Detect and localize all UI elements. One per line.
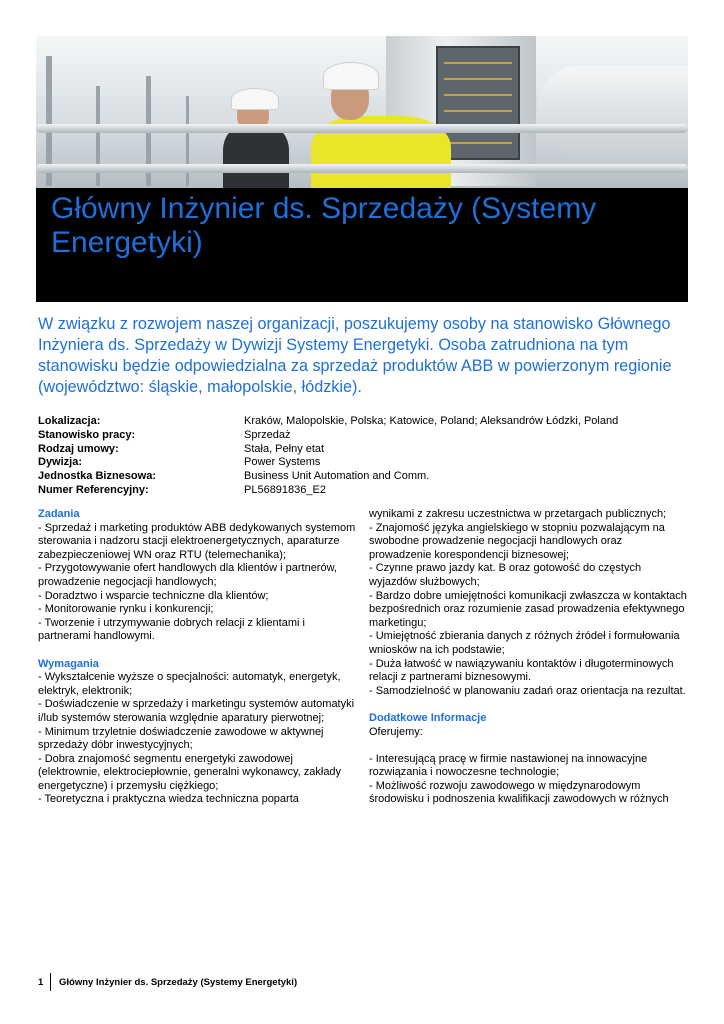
detail-value: PL56891836_E2 bbox=[244, 483, 326, 496]
list-item: - Duża łatwość w nawiązywaniu kontaktów i długoterminowych relacji z partnerami biznesowymi. bbox=[369, 657, 674, 684]
detail-value: Stała, Pełny etat bbox=[244, 442, 325, 455]
list-item: wynikami z zakresu uczestnictwa w przetargach publicznych; bbox=[369, 508, 667, 520]
list-item: - Sprzedaż i marketing produktów ABB dedykowanych systemom sterowania i nadzoru stacji elektroenergetycznych, aparaturze zabezpieczeniowej WN oraz RTU (telemechanika); bbox=[38, 521, 356, 561]
detail-label: Numer Referencyjny: bbox=[38, 483, 149, 496]
detail-row-business-unit bbox=[38, 470, 678, 484]
list-item: - Umiejętność zbierania danych z różnych źródeł i formułowania wniosków na ich podstawie; bbox=[369, 630, 680, 656]
list-item: - Tworzenie i utrzymywanie dobrych relacji z klientami i partnerami handlowymi. bbox=[38, 616, 305, 643]
detail-row-reference bbox=[38, 484, 678, 498]
page-title: Główny Inżynier ds. Sprzedaży (Systemy Energetyki) bbox=[51, 192, 597, 259]
job-details bbox=[38, 415, 678, 498]
list-item: - Znajomość języka angielskiego w stopniu pozwalającym na swobodne prowadzenie negocjacji handlowych oraz prowadzenie korespondencji biznesowej; bbox=[369, 521, 665, 561]
detail-label: Lokalizacja: bbox=[38, 415, 101, 427]
offer-lead: Oferujemy: bbox=[369, 725, 423, 738]
detail-value: Power Systems bbox=[244, 456, 321, 469]
detail-label: Dywizja: bbox=[38, 456, 83, 469]
detail-value: Sprzedaż bbox=[244, 428, 291, 441]
intro-paragraph: W związku z rozwojem naszej organizacji, poszukujemy osoby na stanowisko Głównego Inżyniera ds. Sprzedaży w Dywizji Systemy Energetyki. Osoba zatrudniona na tym stanowisku będzie odpowiedzialna za sprzedaż produktów ABB w powierzonym regionie (województwo: śląskie, małopolskie, łódzkie). bbox=[38, 315, 672, 396]
list-item: - Doradztwo i wsparcie techniczne dla klientów; bbox=[38, 589, 269, 602]
detail-label: Stanowisko pracy: bbox=[38, 428, 136, 441]
section-heading-dodatkowe: Dodatkowe Informacje bbox=[369, 711, 487, 724]
list-item: - Przygotowywanie ofert handlowych dla klientów i partnerów, prowadzenie negocjacji handlowych; bbox=[38, 562, 337, 588]
list-item: - Możliwość rozwoju zawodowego w międzynarodowym środowisku i podnoszenia kwalifikacji zawodowych w różnych bbox=[369, 779, 669, 806]
list-item: - Monitorowanie rynku i konkurencji; bbox=[38, 603, 214, 616]
header-photo bbox=[36, 36, 688, 188]
list-item: - Teoretyczna i praktyczna wiedza techniczna poparta bbox=[38, 793, 299, 806]
list-item: - Dobra znajomość segmentu energetyki zawodowej (elektrownie, elektrociepłownie, generalni wykonawcy, zakłady energetyczne) i przemysłu ciężkiego; bbox=[38, 752, 342, 792]
detail-label: Rodzaj umowy: bbox=[38, 442, 119, 455]
detail-value: Kraków, Malopolskie, Polska; Katowice, Poland; Aleksandrów Łódzki, Poland bbox=[244, 415, 619, 427]
list-item: - Doświadczenie w sprzedaży i marketingu systemów automatyki i/lub systemów sterowania względnie aparatury pierwotnej; bbox=[38, 698, 355, 724]
footer-title: Główny Inżynier ds. Sprzedaży (Systemy Energetyki) bbox=[59, 976, 298, 988]
page-footer bbox=[38, 973, 297, 991]
list-item: - Samodzielność w planowaniu zadań oraz orientacja na rezultat. bbox=[369, 684, 686, 697]
detail-row-contract bbox=[38, 443, 678, 457]
section-heading-zadania: Zadania bbox=[38, 508, 80, 520]
detail-row-division bbox=[38, 456, 678, 470]
list-item: - Bardzo dobre umiejętności komunikacji zwłaszcza w kontaktach bezpośrednich oraz rozumienie zasad prowadzenia efektywnego marketingu; bbox=[369, 589, 687, 629]
list-item: - Interesującą pracę w firmie nastawionej na innowacyjne rozwiązania i nowoczesne technologie; bbox=[369, 752, 648, 779]
list-item: - Czynne prawo jazdy kat. B oraz gotowość do częstych wyjazdów służbowych; bbox=[369, 562, 642, 588]
detail-row-location bbox=[38, 415, 678, 429]
detail-value: Business Unit Automation and Comm. bbox=[244, 470, 430, 483]
left-column bbox=[38, 508, 356, 807]
detail-label: Jednostka Biznesowa: bbox=[38, 470, 156, 483]
title-band bbox=[36, 188, 688, 302]
list-item: - Minimum trzyletnie doświadczenie zawodowe w aktywnej sprzedaży dóbr inwestycyjnych; bbox=[38, 725, 324, 752]
page-number: 1 bbox=[38, 976, 44, 988]
right-column bbox=[369, 508, 687, 807]
list-item: - Wykształcenie wyższe o specjalności: automatyk, energetyk, elektryk, elektronik; bbox=[38, 671, 341, 697]
footer-divider bbox=[50, 973, 51, 991]
detail-row-position bbox=[38, 429, 678, 443]
section-heading-wymagania: Wymagania bbox=[38, 657, 99, 670]
